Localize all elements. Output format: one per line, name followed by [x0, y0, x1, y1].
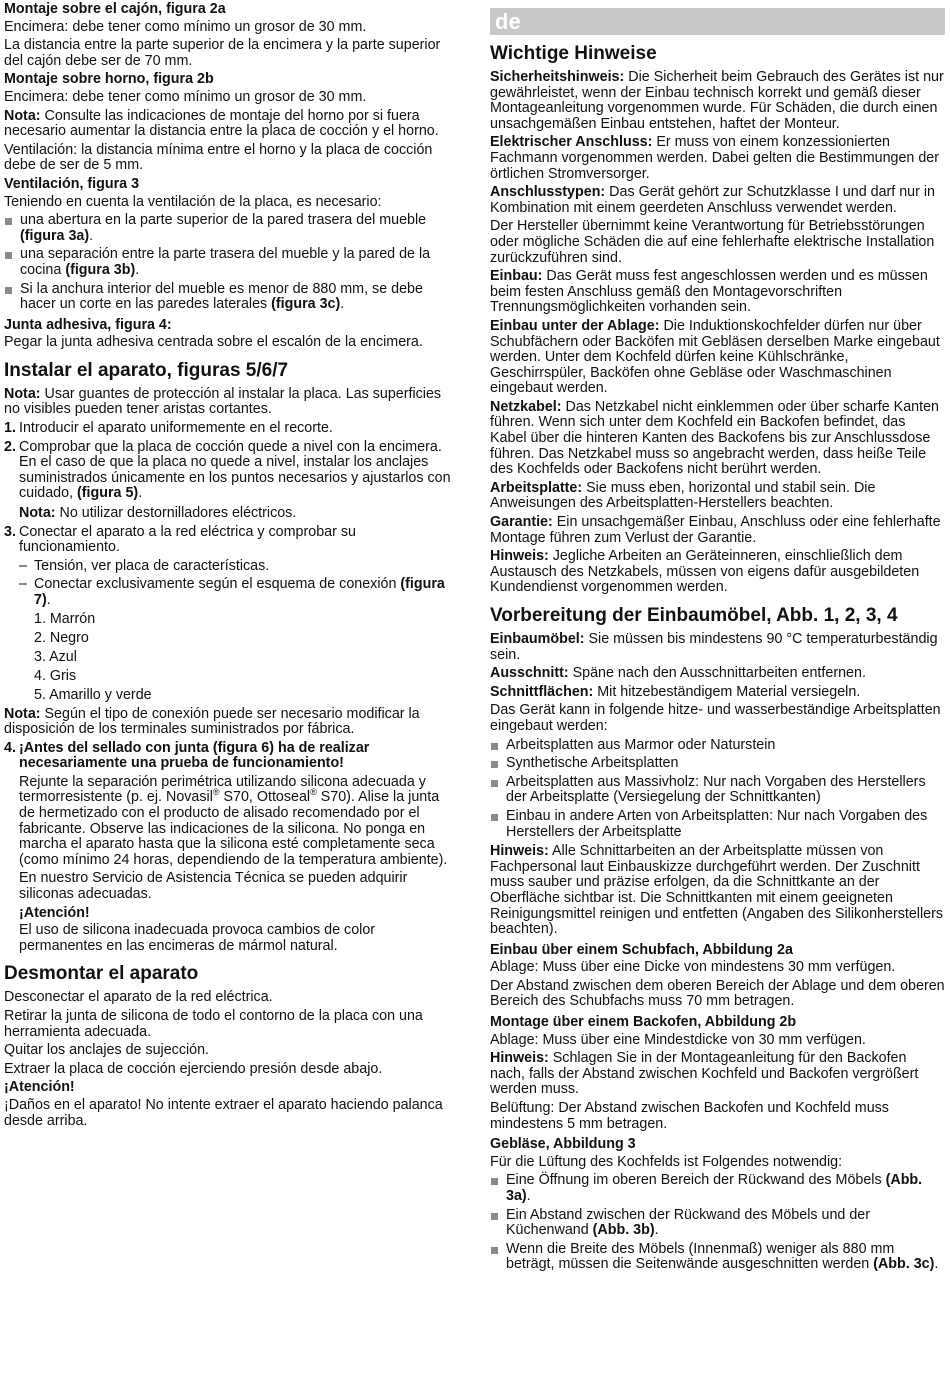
section-title: Vorbereitung der Einbaumöbel, Abb. 1, 2, 3, 4 — [490, 605, 898, 626]
label: Einbaumöbel: — [490, 631, 585, 647]
step-text: Comprobar que la placa de cocción quede a nivel con la encimera. En el caso de que la placa no quede a nivel, instalar los anclajes suministrados únicamente en los puntos necesarios y ajustarlos con cuidado, — [19, 438, 451, 502]
label: Ausschnitt: — [490, 665, 569, 682]
step-number: 4. — [4, 739, 16, 756]
labeled-paragraph — [490, 666, 945, 682]
section-heading: Montage über einem Backofen, Abbildung 2b — [490, 1014, 797, 1031]
step-number: 1. — [4, 420, 16, 437]
text: Späne nach den Ausschnittarbeiten entfernen. — [568, 665, 866, 682]
dash-mark: – — [19, 576, 27, 593]
text: Das Gerät muss fest angeschlossen werden und es müssen beim festen Anschluss gemäß den Montagevorschriften Trennungsmöglichkeiten vorhanden sein. — [490, 268, 928, 316]
period: . — [654, 1222, 659, 1239]
german-column — [490, 2, 945, 1276]
figure-ref: (figura 3b) — [65, 261, 136, 278]
registered-mark: ® — [212, 787, 220, 798]
list-item: 3. Azul — [34, 648, 77, 665]
paragraph: La distancia entre la parte superior de la encimera y la parte superior del cajón debe ser de 70 mm. — [4, 37, 441, 69]
step-number: 2. — [4, 438, 16, 455]
figure-ref: (figura 7) — [34, 576, 445, 608]
text: Alle Schnittarbeiten an der Arbeitsplatte müssen von Fachpersonal laut Einbauskizze durchgeführt werden. Der Zuschnitt muss sauber und präzise erfolgen, da die Schnittkante an der Oberfläche sichtbar ist. Die Schnittkanten mit einem geeigneten Reinigungsmittel reinigen und entfetten (Angaben des Silikonherstellers beachten). — [490, 843, 944, 938]
bullet-item — [4, 282, 459, 313]
label: Hinweis: — [490, 1050, 549, 1067]
label: Hinweis: — [490, 548, 549, 565]
label: Garantie: — [490, 514, 553, 531]
bullet-item: Arbeitsplatten aus Massivholz: Nur nach Vorgaben des Herstellers der Arbeitsplatte (Versiegelung der Schnittkanten) — [490, 775, 945, 806]
label: Hinweis: — [490, 843, 549, 860]
label: Arbeitsplatte: — [490, 479, 583, 496]
paragraph: Pegar la junta adhesiva centrada sobre el escalón de la encimera. — [4, 334, 423, 351]
text: Schlagen Sie in der Montageanleitung für den Backofen nach, falls der Abstand zwischen Kochfeld und Backofen vergrößert werden muss. — [490, 1050, 919, 1098]
figure-ref: (figura 3a) — [20, 227, 90, 244]
label: Sicherheitshinweis: — [490, 69, 625, 85]
labeled-paragraph — [490, 319, 945, 397]
paragraph — [4, 775, 459, 869]
note-text: Consulte las indicaciones de montaje del horno por si fuera necesario aumentar la distancia entre la placa de cocción y el horno. — [4, 107, 439, 140]
text: Sie müssen bis mindestens 90 °C temperaturbeständig sein. — [490, 631, 938, 663]
period: . — [934, 1256, 939, 1273]
paragraph: En nuestro Servicio de Asistencia Técnica se pueden adquirir siliconas adecuadas. — [19, 870, 408, 903]
label: Elektrischer Anschluss: — [490, 134, 653, 151]
note-text: Usar guantes de protección al instalar la placa. Las superficies no visibles pueden tener aristas cortantes. — [4, 385, 442, 418]
bullet-text: una separación entre la parte trasera del mueble y la pared de la cocina — [20, 246, 431, 278]
section-title: Desmontar el aparato — [4, 963, 199, 985]
labeled-paragraph — [490, 685, 945, 701]
list-item: 5. Amarillo y verde — [34, 686, 152, 703]
paragraph: ¡Daños en el aparato! No intente extraer el aparato haciendo palanca desde arriba. — [4, 1096, 443, 1129]
labeled-paragraph — [490, 481, 945, 512]
bullet-item — [490, 1173, 945, 1204]
list-item: 2. Negro — [34, 629, 89, 646]
text: Das Netzkabel nicht einklemmen oder über scharfe Kanten führen. Wenn sich unter dem Kochfeld ein Backofen befindet, das Kabel über die hinteren Kanten des Backofens bis zur Anschlussdose führen. Das Netzkabel muss so angebracht werden, dass heiße Teile des Kochfelds oder Backofens nicht berührt werden. — [490, 398, 939, 478]
paragraph: Der Abstand zwischen dem oberen Bereich der Ablage und dem oberen Bereich des Schubfachs muss 70 mm betragen. — [490, 977, 945, 1010]
section-heading: Junta adhesiva, figura 4: — [4, 316, 172, 333]
paragraph: Retirar la junta de silicona de todo el contorno de la placa con una herramienta adecuada. — [4, 1008, 423, 1040]
note-label: Nota: — [4, 705, 41, 722]
labeled-paragraph — [490, 549, 945, 596]
step-text: Introducir el aparato uniformemente en el recorte. — [19, 420, 333, 437]
step-warning: ¡Antes del sellado con junta (figura 6) ha de realizar necesariamente una prueba de funcionamiento! — [19, 739, 370, 772]
bullet-item: Synthetische Arbeitsplatten — [490, 756, 945, 772]
paragraph: Das Gerät kann in folgende hitze- und wasserbeständige Arbeitsplatten eingebaut werden: — [490, 702, 941, 734]
bullet-item — [4, 247, 459, 278]
step-item — [4, 421, 459, 437]
period: . — [526, 1188, 531, 1204]
paragraph: Belüftung: Der Abstand zwischen Backofen und Kochfeld muss mindestens 5 mm betragen. — [490, 1100, 889, 1132]
section-title: Wichtige Hinweise — [490, 43, 657, 64]
bullet-text: Si la anchura interior del mueble es menor de 880 mm, se debe hacer un corte en las paredes laterales — [20, 280, 423, 313]
dash-item — [4, 577, 459, 608]
step-item — [4, 440, 459, 502]
figure-ref: (Abb. 3b) — [592, 1222, 655, 1239]
text: Mit hitzebeständigem Material versiegeln. — [593, 683, 861, 700]
text-run: S70). Alise la junta de hermetizado con el producto de alisado recomendado por el fabricante. Observe las indicaciones de la silicona. No ponga en marcha el aparato hasta que la silicona esté completamente seca (como mínimo 24 horas, dependiendo de la temperatura ambiente). — [19, 789, 448, 868]
labeled-paragraph — [490, 844, 945, 938]
note-paragraph — [4, 707, 459, 738]
note-label: Nota: — [4, 385, 41, 402]
language-bar: de — [490, 8, 945, 35]
labeled-paragraph — [490, 185, 945, 216]
dash-item — [4, 559, 459, 575]
paragraph: Desconectar el aparato de la red eléctrica. — [4, 989, 273, 1006]
paragraph: Encimera: debe tener como mínimo un grosor de 30 mm. — [4, 88, 367, 105]
period: . — [46, 592, 51, 608]
registered-mark: ® — [310, 787, 317, 798]
step-text: Conectar el aparato a la red eléctrica y comprobar su funcionamiento. — [19, 523, 356, 556]
label: Anschlusstypen: — [490, 184, 606, 201]
section-title: Instalar el aparato, figuras 5/6/7 — [4, 359, 289, 381]
bullet-item — [4, 213, 459, 244]
text-run: Rejunte la separación perimétrica utilizando silicona adecuada y termorresistente (p. ej. Novasil — [19, 773, 426, 806]
period: . — [135, 261, 140, 278]
labeled-paragraph — [490, 1051, 945, 1098]
section-heading: Gebläse, Abbildung 3 — [490, 1136, 636, 1153]
labeled-paragraph — [490, 70, 945, 132]
section-heading: Ventilación, figura 3 — [4, 175, 140, 192]
labeled-paragraph — [490, 632, 945, 663]
wire-color-list — [4, 612, 459, 704]
text: Sie muss eben, horizontal und stabil sein. Die Anweisungen des Arbeitsplatten-Herstellers beachten. — [490, 479, 876, 512]
bullet-text: una abertura en la parte superior de la pared trasera del mueble — [20, 212, 427, 229]
dash-text: Conectar exclusivamente según el esquema de conexión — [34, 576, 401, 593]
step-item — [4, 525, 459, 556]
section-heading: Einbau über einem Schubfach, Abbildung 2a — [490, 941, 793, 958]
note-label: Nota: — [19, 505, 56, 522]
dash-text: Tensión, ver placa de características. — [34, 557, 270, 574]
text: Jegliche Arbeiten an Geräteinneren, einschließlich dem Austausch des Netzkabels, müssen von eigens dafür ausgebildeten Kundendienst vorgenommen werden. — [490, 548, 920, 596]
paragraph: Quitar los anclajes de sujección. — [4, 1042, 210, 1059]
text: Ein unsachgemäßer Einbau, Anschluss oder eine fehlerhafte Montage führen zum Verlust der Garantie. — [490, 514, 941, 546]
paragraph: Für die Lüftung des Kochfelds ist Folgendes notwendig: — [490, 1153, 843, 1170]
paragraph: Teniendo en cuenta la ventilación de la placa, es necesario: — [4, 193, 382, 210]
text: Die Sicherheit beim Gebrauch des Gerätes ist nur gewährleistet, wenn der Einbau technisch korrekt und gemäß dieser Montageanleitung vorgenommen wurde. Für Schäden, die durch einen unsachgemäßen Einbau entstehen, haftet der Monteur. — [490, 69, 944, 132]
paragraph: Ablage: Muss über eine Mindestdicke von 30 mm verfügen. — [490, 1031, 866, 1048]
section-heading: Montaje sobre el cajón, figura 2a — [4, 1, 226, 17]
note-text: No utilizar destornilladores eléctricos. — [55, 505, 297, 522]
text: Die Induktionskochfelder dürfen nur über Schubfächern oder Backöfen mit Gebläsen derselben Marke eingebaut werden. Unter dem Kochfeld dürfen keine Kühlschränke, Geschirrspüler, Backöfen ohne Gebläse oder Waschmaschinen eingebaut werden. — [490, 317, 940, 397]
section-heading: Montaje sobre horno, figura 2b — [4, 71, 214, 88]
bullet-text: Ein Abstand zwischen der Rückwand des Möbels und der Küchenwand — [506, 1206, 870, 1239]
labeled-paragraph — [490, 269, 945, 316]
bullet-text: Eine Öffnung im oberen Bereich der Rückwand des Möbels — [506, 1172, 886, 1189]
note-paragraph — [4, 109, 459, 140]
warning-label: ¡Atención! — [19, 904, 90, 921]
label: Einbau: — [490, 268, 543, 285]
list-item: 1. Marrón — [34, 610, 96, 627]
note-paragraph — [4, 506, 459, 522]
bullet-item — [490, 1242, 945, 1273]
figure-ref: (Abb. 3a) — [506, 1172, 923, 1204]
list-item: 4. Gris — [34, 667, 77, 684]
paragraph: Extraer la placa de cocción ejerciendo presión desde abajo. — [4, 1060, 383, 1077]
label: Einbau unter der Ablage: — [490, 317, 660, 334]
period: . — [138, 485, 143, 502]
text: Er muss von einem konzessionierten Fachmann vorgenommen werden. Dabei gelten die Bestimmungen der örtlichen Stromversorger. — [490, 134, 940, 182]
paragraph: Ventilación: la distancia mínima entre el horno y la placa de cocción debe de ser de 5 mm. — [4, 141, 433, 174]
figure-ref: (figura 3c) — [271, 296, 341, 313]
bullet-item — [490, 1208, 945, 1239]
bullet-text: Wenn die Breite des Möbels (Innenmaß) weniger als 880 mm beträgt, müssen die Seitenwände ausgeschnitten werden — [506, 1240, 895, 1273]
step-number: 3. — [4, 523, 16, 540]
labeled-paragraph — [490, 400, 945, 478]
note-label: Nota: — [4, 107, 41, 124]
paragraph: El uso de silicona inadecuada provoca cambios de color permanentes en las encimeras de mármol natural. — [19, 922, 376, 954]
paragraph: Der Hersteller übernimmt keine Verantwortung für Betriebsstörungen oder mögliche Schäden die auf eine fehlerhafte elektrische Installation zurückzuführen sind. — [490, 218, 935, 266]
paragraph: Ablage: Muss über eine Dicke von mindestens 30 mm verfügen. — [490, 959, 896, 976]
period: . — [340, 296, 345, 313]
figure-ref: (Abb. 3c) — [873, 1256, 935, 1273]
spanish-column — [4, 2, 459, 1132]
dash-mark: – — [19, 557, 27, 574]
label: Netzkabel: — [490, 398, 562, 415]
bullet-item: Arbeitsplatten aus Marmor oder Naturstein — [490, 738, 945, 754]
labeled-paragraph — [490, 135, 945, 182]
warning-label: ¡Atención! — [4, 1079, 75, 1096]
figure-ref: (figura 5) — [77, 485, 139, 502]
paragraph: Encimera: debe tener como mínimo un grosor de 30 mm. — [4, 18, 367, 35]
note-paragraph — [4, 387, 459, 418]
label: Schnittflächen: — [490, 683, 594, 700]
step-item — [4, 741, 459, 772]
text-run: S70, Ottoseal — [219, 789, 311, 806]
bullet-item: Einbau in andere Arten von Arbeitsplatten: Nur nach Vorgaben des Herstellers der Arbeitsplatte — [490, 809, 945, 840]
labeled-paragraph — [490, 515, 945, 546]
note-text: Según el tipo de conexión puede ser necesario modificar la disposición de los terminales suministrados por fábrica. — [4, 705, 420, 738]
text: Das Gerät gehört zur Schutzklasse I und darf nur in Kombination mit einem geerdeten Anschluss verwendet werden. — [490, 184, 935, 216]
period: . — [89, 227, 94, 244]
